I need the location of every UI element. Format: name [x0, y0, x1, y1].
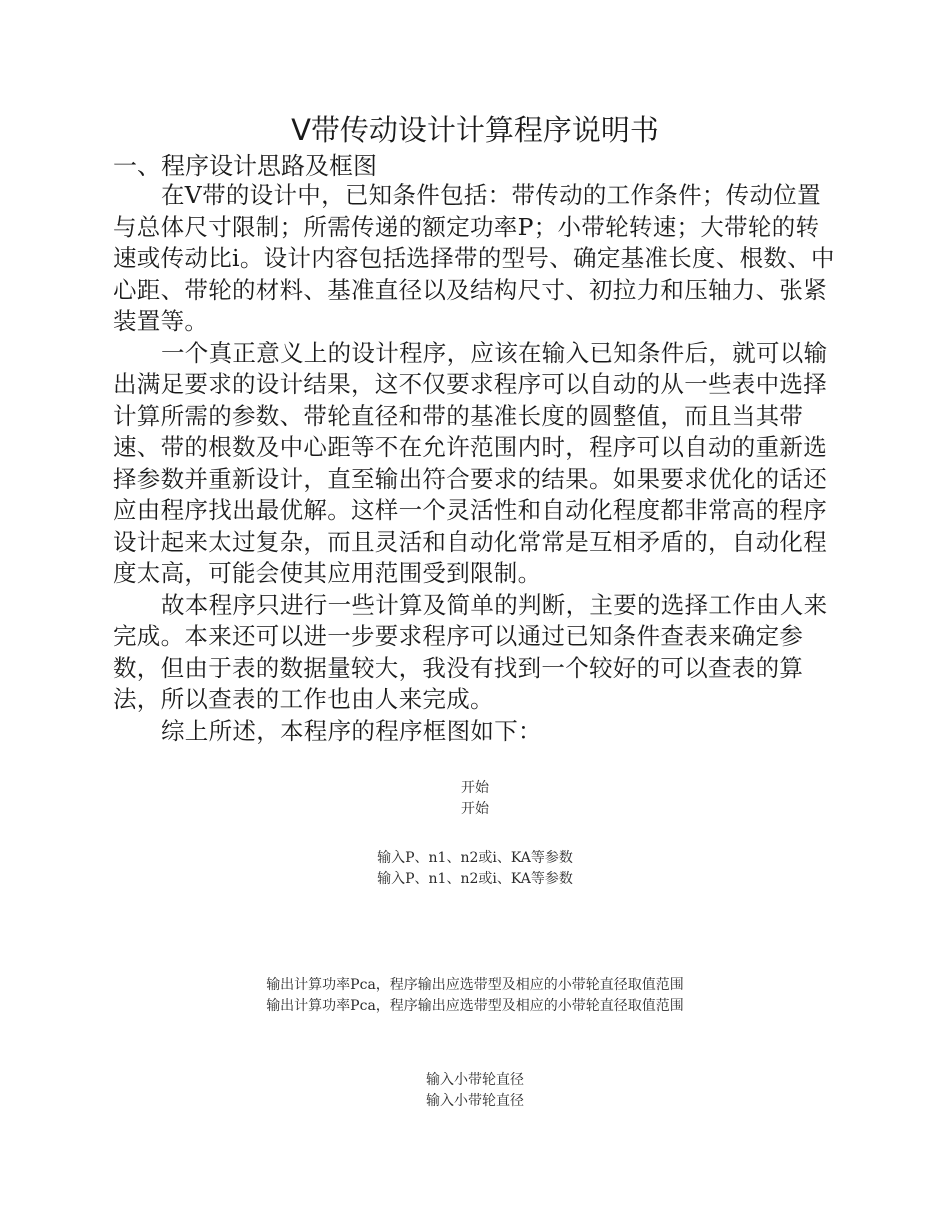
section-heading: 一、程序设计思路及框图 [113, 152, 377, 180]
flowchart-output-node [0, 975, 950, 1017]
paragraph-known-conditions: 在V带的设计中，已知条件包括：带传动的工作条件；传动位置与总体尺寸限制；所需传递的额定功率P；小带轮转速；大带轮的转速或传动比i。设计内容包括选择带的型号、确定基准长度、根数、中心距、带轮的材料、基准直径以及结构尺寸、初拉力和压轴力、张紧装置等。 [113, 181, 835, 335]
flowchart-small-pulley-label-duplicate: 输入小带轮直径 [426, 1093, 524, 1109]
flowchart-input-node [0, 848, 950, 890]
flowchart-small-pulley-label: 输入小带轮直径 [426, 1072, 524, 1088]
flowchart-start-label-duplicate: 开始 [461, 801, 489, 817]
flowchart-start-node [0, 778, 950, 820]
flowchart-start-label: 开始 [461, 780, 489, 796]
flowchart-input-label: 输入P、n1、n2或i、KA等参数 [377, 850, 573, 866]
paragraph-ideal-program: 一个真正意义上的设计程序，应该在输入已知条件后，就可以输出满足要求的设计结果，这不仅要求程序可以自动的从一些表中选择计算所需的参数、带轮直径和带的基准长度的圆整值，而且当其带速、带的根数及中心距等不在允许范围内时，程序可以自动的重新选择参数并重新设计，直至输出符合要求的结果。如果要求优化的话还应由程序找出最优解。这样一个灵活性和自动化程度都非常高的程序设计起来太过复杂，而且灵活和自动化常常是互相矛盾的，自动化程度太高，可能会使其应用范围受到限制。 [113, 338, 828, 587]
body-text [113, 180, 839, 747]
paragraph-summary: 综上所述，本程序的程序框图如下： [161, 716, 542, 745]
flowchart-output-label-duplicate: 输出计算功率Pca，程序输出应选带型及相应的小带轮直径取值范围 [266, 998, 684, 1014]
flowchart-output-label: 输出计算功率Pca，程序输出应选带型及相应的小带轮直径取值范围 [266, 977, 684, 993]
flowchart-input-label-duplicate: 输入P、n1、n2或i、KA等参数 [377, 871, 573, 887]
paragraph-this-program: 故本程序只进行一些计算及简单的判断，主要的选择工作由人来完成。本来还可以进一步要求程序可以通过已知条件查表来确定参数，但由于表的数据量较大，我没有找到一个较好的可以查表的算法，所以查表的工作也由人来完成。 [113, 590, 828, 713]
document-title: V带传动设计计算程序说明书 [291, 113, 659, 147]
flowchart-small-pulley-node [0, 1070, 950, 1112]
